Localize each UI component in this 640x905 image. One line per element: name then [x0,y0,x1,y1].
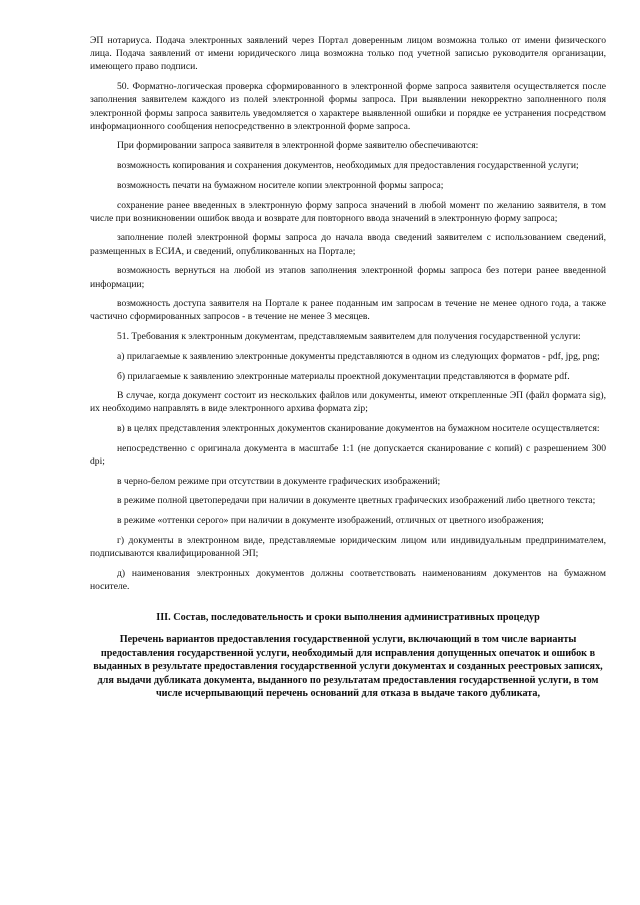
paragraph-50: 50. Форматно-логическая проверка сформированного в электронной форме запроса заявителя осуществляется после заполнения заявителем каждого из полей электронной формы запроса. При выявлении некорректно заполненного поля электронной формы запроса заявитель уведомляется о характере выявленной ошибки и порядке ее устранения посредством информационного сообщения непосредственно в электронной форме запроса. [90,81,606,132]
list-item-return: возможность вернуться на любой из этапов заполнения электронной формы запроса без потери ранее введенной информации; [90,265,606,290]
section-heading: III. Состав, последовательность и сроки выполнения административных процедур [156,612,540,624]
list-item-autofill: заполнение полей электронной формы запроса до начала ввода сведений заявителем с использованием сведений, размещенных в ЕСИА, и сведений, опубликованных на Портале; [90,232,606,257]
item-e-names: д) наименования электронных документов должны соответствовать наименованиям документов на бумажном носителе. [90,567,606,592]
item-c-scanning: в) в целях представления электронных документов сканирование документов на бумажном носителе осуществляется: [117,423,600,435]
scan-color: в режиме полной цветопередачи при наличии в документе цветных графических изображений либо цветного текста; [117,495,596,507]
subsection-heading: Перечень вариантов предоставления государственной услуги, включающий в том числе варианты предоставления государственной услуги, необходимый для исправления допущенных опечаток и ошибок в выданных в результате предоставления государственной услуги документах и созданных реестровых записях, для выдачи дубликата документа, выданного по результатам предоставления государственной услуги, в том числе исчерпывающий перечень оснований для отказа в выдаче такого дубликата, [93,634,603,700]
list-item-saving: сохранение ранее введенных в электронную форму запроса значений в любой момент по желанию заявителя, в том числе при возникновении ошибок ввода и возврате для повторного ввода значений в электронную форму запроса; [90,199,606,224]
paragraph-intro-list: При формировании запроса заявителя в электронной форме заявителю обеспечиваются: [117,140,479,152]
list-item-access: возможность доступа заявителя на Портале к ранее поданным им запросам в течение не менее одного года, а также частично сформированных запросов - в течение не менее 3 месяцев. [90,298,606,323]
scan-original: непосредственно с оригинала документа в масштабе 1:1 (не допускается сканирование с копий) с разрешением 300 dpi; [90,442,606,468]
paragraph-archive: В случае, когда документ состоит из нескольких файлов или документы, имеют открепленные ЭП (файл формата sig), их необходимо направлять в виде электронного архива формата zip; [90,390,606,415]
scan-grayscale: в режиме «оттенки серого» при наличии в документе изображений, отличных от цветного изображения; [117,515,544,527]
item-d-signature: г) документы в электронном виде, представляемые юридическим лицом или индивидуальным предпринимателем, подписываются квалифицированной ЭП; [90,534,606,560]
list-item-printing: возможность печати на бумажном носителе копии электронной формы запроса; [117,179,444,191]
item-a-formats: а) прилагаемые к заявлению электронные документы представляются в одном из следующих форматов - pdf, jpg, png; [117,350,600,362]
paragraph-51: 51. Требования к электронным документам, представляемым заявителем для получения государственной услуги: [117,331,581,343]
scan-bw: в черно-белом режиме при отсутствии в документе графических изображений; [117,475,441,487]
paragraph-continuation: ЭП нотариуса. Подача электронных заявлений через Портал доверенным лицом возможна только от имени физического лица. Подача заявлений от имени юридического лица возможна только под учетной записью руководителя организации, имеющего право подписи. [90,35,606,73]
list-item-copying: возможность копирования и сохранения документов, необходимых для предоставления государственной услуги; [117,160,579,172]
item-b-pdf: б) прилагаемые к заявлению электронные материалы проектной документации представляются в формате pdf. [117,370,570,382]
